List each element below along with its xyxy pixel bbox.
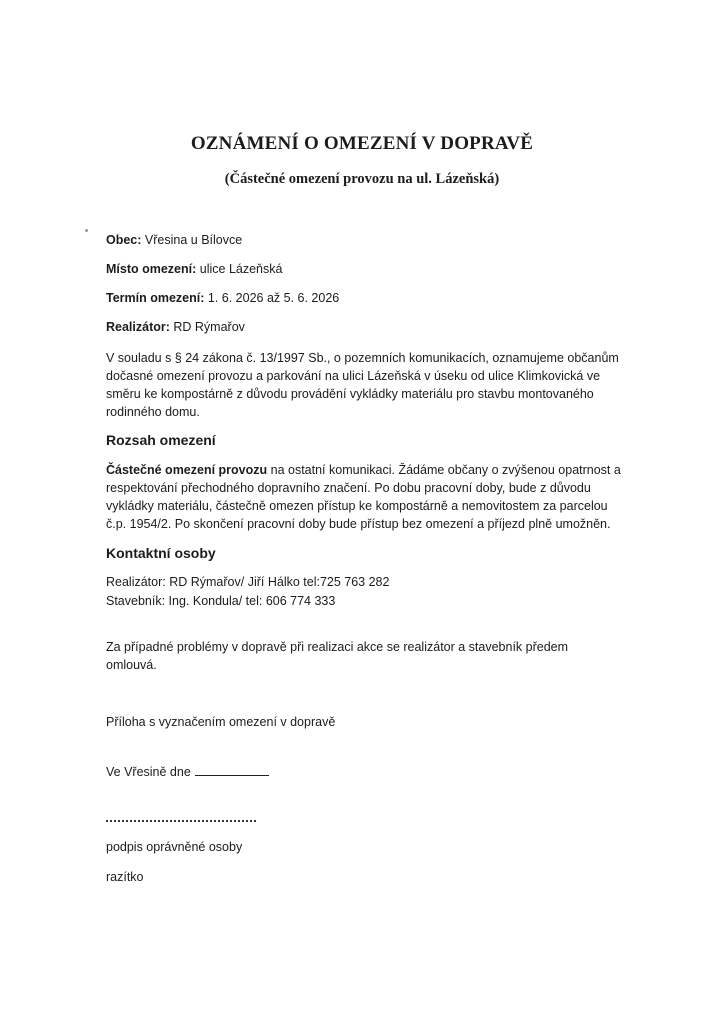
rozsah-line: č.p. 1954/2. Po skončení pracovní doby bude přístup bez omezení a příjezd plně umožněn. xyxy=(106,517,611,531)
intro-line: V souladu s § 24 zákona č. 13/1997 Sb., o pozemních komunikacích, oznamujeme občanům xyxy=(106,351,619,365)
kontakty-heading: Kontaktní osoby xyxy=(106,545,216,561)
date-blank-line xyxy=(195,763,269,776)
rozsah-line-rest: na ostatní komunikaci. Žádáme občany o zvýšenou opatrnost a xyxy=(267,463,621,477)
place-date-line xyxy=(106,763,269,779)
rozsah-heading: Rozsah omezení xyxy=(106,432,216,448)
field-misto-value: ulice Lázeňská xyxy=(196,262,283,276)
problemy-paragraph xyxy=(106,638,626,674)
rozsah-bold-lead: Částečné omezení provozu xyxy=(106,463,268,477)
priloha-note: Příloha s vyznačením omezení v dopravě xyxy=(106,715,336,729)
rozsah-paragraph xyxy=(106,461,626,533)
intro-line: dočasné omezení provozu a parkování na ulici Lázeňská v úseku od ulice Klimkovická ve xyxy=(106,369,601,383)
document-title: OZNÁMENÍ O OMEZENÍ V DOPRAVĚ xyxy=(190,133,534,154)
rozsah-line: respektování přechodného dopravního značení. Po dobu pracovní doby, bude z důvodu xyxy=(106,481,591,495)
kontakt-stavebnik: Stavebník: Ing. Kondula/ tel: 606 774 333 xyxy=(106,594,336,608)
signature-dotted-line xyxy=(106,818,256,822)
field-realizator-label: Realizátor: xyxy=(106,320,170,334)
field-obec-label: Obec: xyxy=(106,233,142,247)
field-obec-value: Vřesina u Bílovce xyxy=(141,233,243,247)
field-misto-label: Místo omezení: xyxy=(106,262,197,276)
field-misto xyxy=(106,262,282,276)
stamp-caption: razítko xyxy=(106,870,144,884)
signature-caption: podpis oprávněné osoby xyxy=(106,840,243,854)
intro-line: směru ke kompostárně z důvodu provádění vykládky materiálu pro stavbu montovaného xyxy=(106,387,594,401)
field-realizator-value: RD Rýmařov xyxy=(169,320,245,334)
problemy-line: omlouvá. xyxy=(106,658,157,672)
field-termin-label: Termín omezení: xyxy=(106,291,205,305)
intro-paragraph xyxy=(106,349,626,421)
scan-speck xyxy=(85,229,88,232)
field-realizator xyxy=(106,320,245,334)
problemy-line: Za případné problémy v dopravě při realizaci akce se realizátor a stavebník předem xyxy=(106,640,569,654)
intro-line: rodinného domu. xyxy=(106,405,200,419)
field-obec xyxy=(106,233,242,247)
kontakt-realizator: Realizátor: RD Rýmařov/ Jiří Hálko tel:725 763 282 xyxy=(106,575,390,589)
field-termin xyxy=(106,291,339,305)
place-date-label: Ve Vřesině dne xyxy=(106,765,191,779)
rozsah-line xyxy=(106,461,626,479)
rozsah-line: vykládky materiálu, částečně omezen přístup ke kompostárně a nemovitostem za parcelou xyxy=(106,499,608,513)
field-termin-value: 1. 6. 2026 až 5. 6. 2026 xyxy=(204,291,340,305)
document-subtitle: (Částečné omezení provozu na ul. Lázeňská) xyxy=(224,171,500,187)
